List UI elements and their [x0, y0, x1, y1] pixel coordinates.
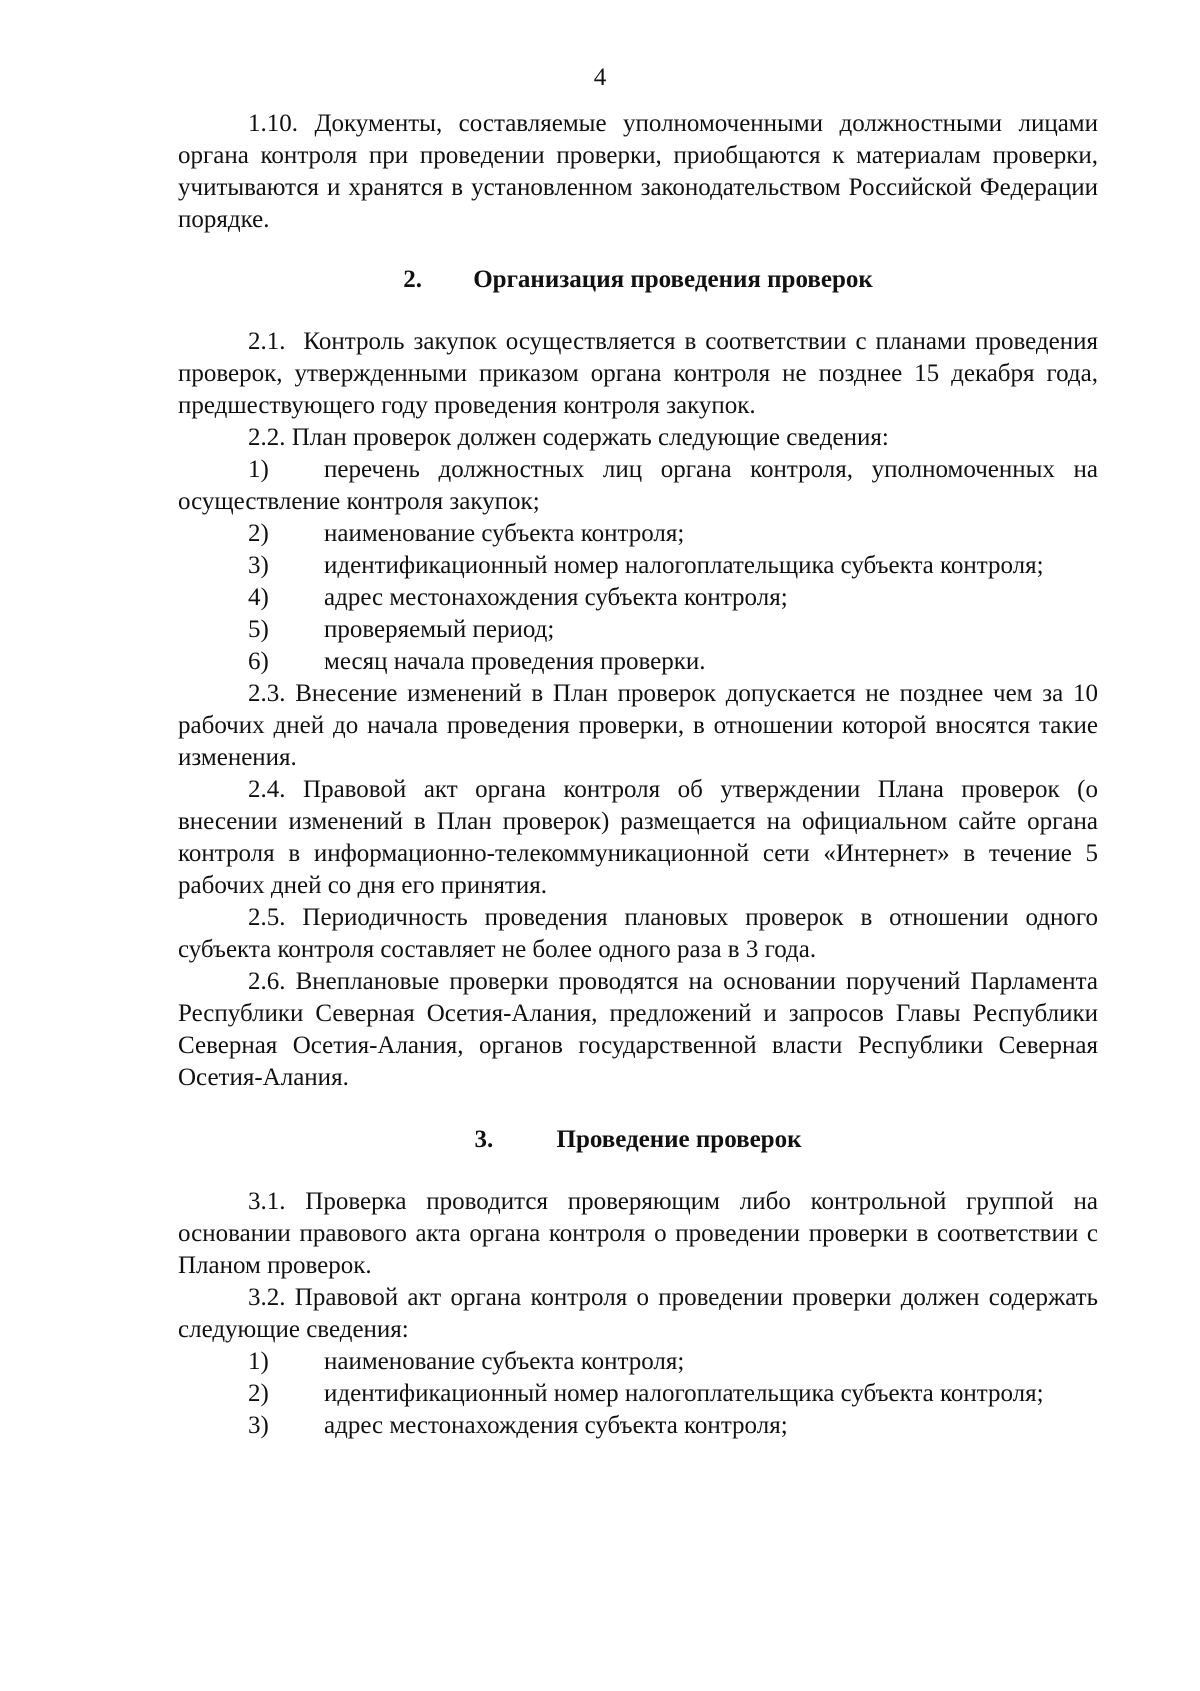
section-2-title: Организация проведения проверок [473, 266, 873, 293]
list-item: 5) проверяемый период; [248, 616, 555, 643]
list-item: 3) адрес местонахождения субъекта контроля; [248, 1412, 788, 1439]
paragraph-2-2: 2.2. План проверок должен содержать следующие сведения: [248, 424, 889, 451]
list-item: 2) идентификационный номер налогоплательщика субъекта контроля; [248, 1380, 1044, 1407]
list-item: 1) перечень должностных лиц органа контроля, уполномоченных на осуществление контроля закупок; [178, 456, 1098, 515]
page-number: 4 [593, 64, 607, 91]
section-2-heading [178, 264, 1098, 296]
section-2-number: 2. [403, 266, 422, 293]
list-item: 2) наименование субъекта контроля; [248, 520, 685, 547]
paragraph-3-1: 3.1. Проверка проводится проверяющим либо контрольной группой на основании правового акта органа контроля о проведении проверки в соответствии с Планом проверок. [178, 1188, 1098, 1279]
list-item: 6) месяц начала проведения проверки. [248, 648, 706, 675]
list-item: 4) адрес местонахождения субъекта контроля; [248, 584, 788, 611]
list-item: 3) идентификационный номер налогоплательщика субъекта контроля; [248, 552, 1044, 579]
paragraph-2-4: 2.4. Правовой акт органа контроля об утверждении Плана проверок (о внесении изменений в План проверок) размещается на официальном сайте органа контроля в информационно-телекоммуникационной сети «Интернет» в течение 5 рабочих дней со дня его принятия. [178, 776, 1098, 899]
section-3-title: Проведение проверок [556, 1126, 802, 1153]
list-item: 1) наименование субъекта контроля; [248, 1348, 685, 1375]
paragraph-1-10: 1.10. Документы, составляемые уполномоченными должностными лицами органа контроля при проведении проверки, приобщаются к материалам проверки, учитываются и хранятся в установленном законодательством Российской Федерации порядке. [178, 110, 1098, 233]
section-3-number: 3. [474, 1126, 494, 1153]
paragraph-2-5: 2.5. Периодичность проведения плановых проверок в отношении одного субъекта контроля составляет не более одного раза в 3 года. [178, 904, 1098, 963]
document-body [178, 108, 1105, 1442]
paragraph-2-6: 2.6. Внеплановые проверки проводятся на основании поручений Парламента Республики Северная Осетия-Алания, предложений и запросов Главы Республики Северная Осетия-Алания, органов государственной власти Республики Северная Осетия-Алания. [178, 968, 1098, 1091]
section-3-heading [178, 1124, 1098, 1156]
paragraph-2-3: 2.3. Внесение изменений в План проверок допускается не позднее чем за 10 рабочих дней до начала проведения проверки, в отношении которой вносятся такие изменения. [178, 680, 1098, 771]
paragraph-3-2: 3.2. Правовой акт органа контроля о проведении проверки должен содержать следующие сведения: [178, 1284, 1098, 1343]
paragraph-2-1: 2.1. Контроль закупок осуществляется в соответствии с планами проведения проверок, утвержденными приказом органа контроля не позднее 15 декабря года, предшествующего году проведения контроля закупок. [178, 328, 1105, 419]
